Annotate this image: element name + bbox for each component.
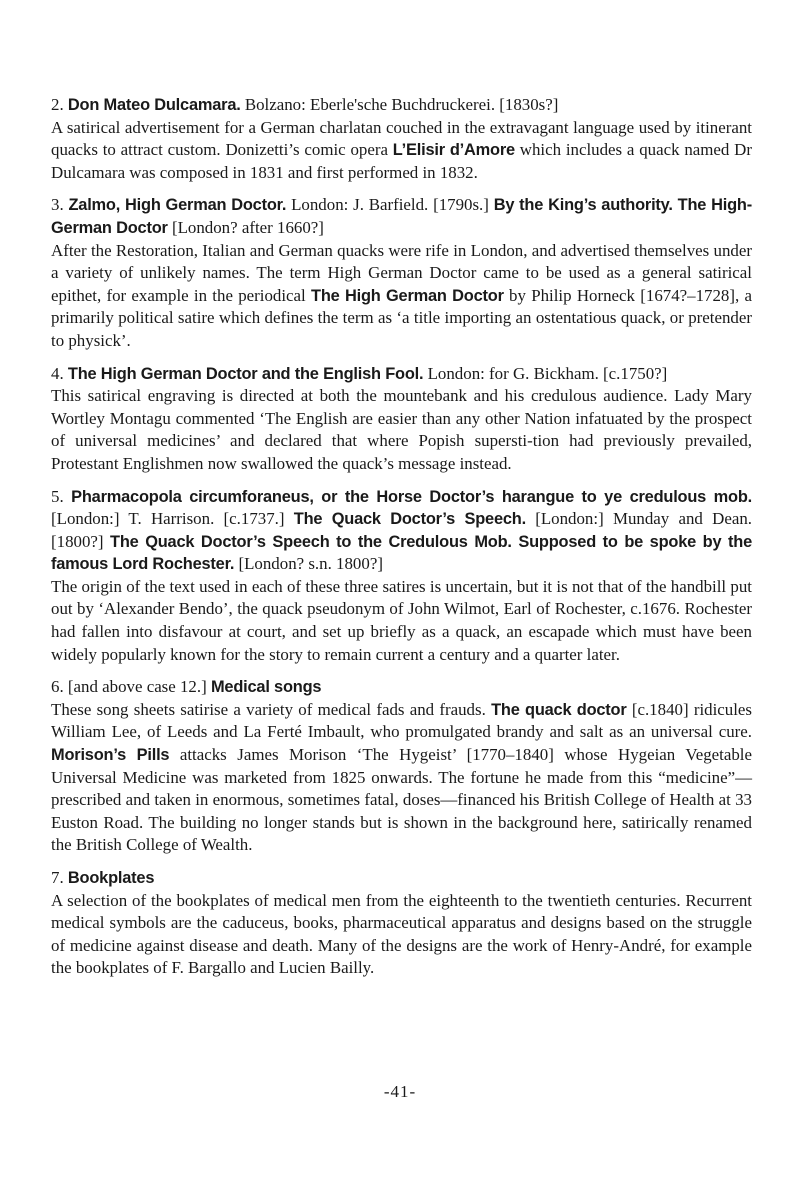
entry-6 — [51, 676, 752, 857]
song-title: Morison’s Pills — [51, 746, 170, 765]
entry-imprint: London: for G. Bickham. [c.1750?] — [427, 363, 668, 383]
entry-2 — [51, 94, 752, 184]
entry-body: [c.1840] ridicules William Lee, of Leeds and La Ferté Imbault, who promulgated brandy and salt as an universal cure. — [51, 699, 752, 742]
entry-number: 5. — [51, 486, 64, 506]
entry-number: 2. — [51, 95, 64, 114]
entry-3 — [51, 194, 752, 352]
periodical-title: The High German Doctor — [311, 286, 504, 305]
page-number: -41- — [383, 1082, 417, 1101]
entry-title: Medical songs — [210, 678, 322, 697]
entry-imprint: London: J. Barfield. [1790s.] — [291, 195, 489, 215]
entry-body: After the Restoration, Italian and German quacks were rife in London, and advertised themselves under a variety of unlikely names. The term High German Doctor came to be used as a general satirical epithet, for example in the periodical — [51, 240, 752, 305]
entry-title-3: The Quack Doctor’s Speech to the Credulous Mob. Supposed to be spoke by the famous Lord Rochester. — [51, 532, 752, 574]
entry-title-2: By the King’s authority. The High-German Doctor — [51, 196, 752, 237]
entry-body: The origin of the text used in each of these three satires is uncertain, but it is not that of the handbill put out by ‘Alexander Bendo’, the quack pseudonym of John Wilmot, Earl of Rochester, c.1676. Rochester had fallen into disfavour at court, and set up briefly as a quack, an escapade which must have been widely popularly known for the story to remain current a century and a quarter later. — [51, 576, 752, 664]
entry-title-2: The Quack Doctor’s Speech. — [293, 510, 526, 529]
entry-body: attacks James Morison ‘The Hygeist’ [1770–1840] whose Hygeian Vegetable Universal Medicine was marketed from 1825 onwards. The fortune he made from this “medicine”—prescribed and taken in enormous, sometimes fatal, doses—financed his British College of Health at 33 Euston Road. The building no longer stands but is shown in the background here, satirically renamed the British College of Wealth. — [51, 745, 753, 855]
entry-imprint-2: [London? after 1660?] — [171, 217, 324, 237]
entry-body: This satirical engraving is directed at both the mountebank and his credulous audience. Lady Mary Wortley Montagu commented ‘The English are easier than any other Nation infatuated by the prospect of universal medicines’ and declared that where Popish supersti-tion had previously prevailed, Protestant Englishmen now swallowed the quack’s message instead. — [51, 386, 752, 473]
entry-title: Pharmacopola circumforaneus, or the Horse Doctor’s harangue to ye credulous mob. — [71, 487, 752, 506]
entry-body: A satirical advertisement for a German charlatan couched in the extravagant language used by itinerant quacks to attract custom. Donizetti’s comic opera — [51, 117, 752, 160]
entry-4 — [51, 363, 752, 476]
opera-title: L’Elisir d’Amore — [392, 141, 515, 160]
entry-title: Bookplates — [67, 869, 155, 887]
entry-imprint: Bolzano: Eberle'sche Buchdruckerei. [1830s?] — [244, 95, 559, 114]
song-title: The quack doctor — [491, 700, 627, 719]
entry-body: which includes a quack named Dr Dulcamara was composed in 1831 and first performed in 1832. — [51, 140, 752, 182]
entry-imprint-2: [London:] Munday and Dean. [1800?] — [51, 509, 752, 551]
entry-title: Don Mateo Dulcamara. — [67, 96, 241, 114]
entry-number: 7. — [51, 868, 64, 887]
entry-number: 4. — [51, 363, 64, 383]
entry-body: These song sheets satirise a variety of medical fads and frauds. — [51, 699, 486, 719]
entry-5 — [51, 486, 752, 667]
entry-imprint: [London:] T. Harrison. [c.1737.] — [51, 509, 285, 529]
entry-number: 3. — [51, 195, 64, 215]
entry-number: 6. — [51, 677, 64, 697]
entry-prefix: [and above case 12.] — [67, 677, 207, 697]
entry-body: A selection of the bookplates of medical men from the eighteenth to the twentieth centuries. Recurrent medical symbols are the caduceus, books, pharmaceutical apparatus and designs based on the struggle of medicine against disease and death. Many of the designs are the work of Henry-André, for example the bookplates of F. Bargallo and Lucien Bailly. — [51, 890, 752, 978]
entry-body: by Philip Horneck [1674?–1728], a primarily political satire which defines the term as ‘a title importing an ostentatious quack, or pretender to physick’. — [51, 285, 752, 350]
entry-title: Zalmo, High German Doctor. — [68, 196, 287, 215]
entry-title: The High German Doctor and the English Fool. — [67, 364, 424, 383]
entry-7 — [51, 867, 752, 980]
entry-imprint-3: [London? s.n. 1800?] — [238, 554, 383, 574]
